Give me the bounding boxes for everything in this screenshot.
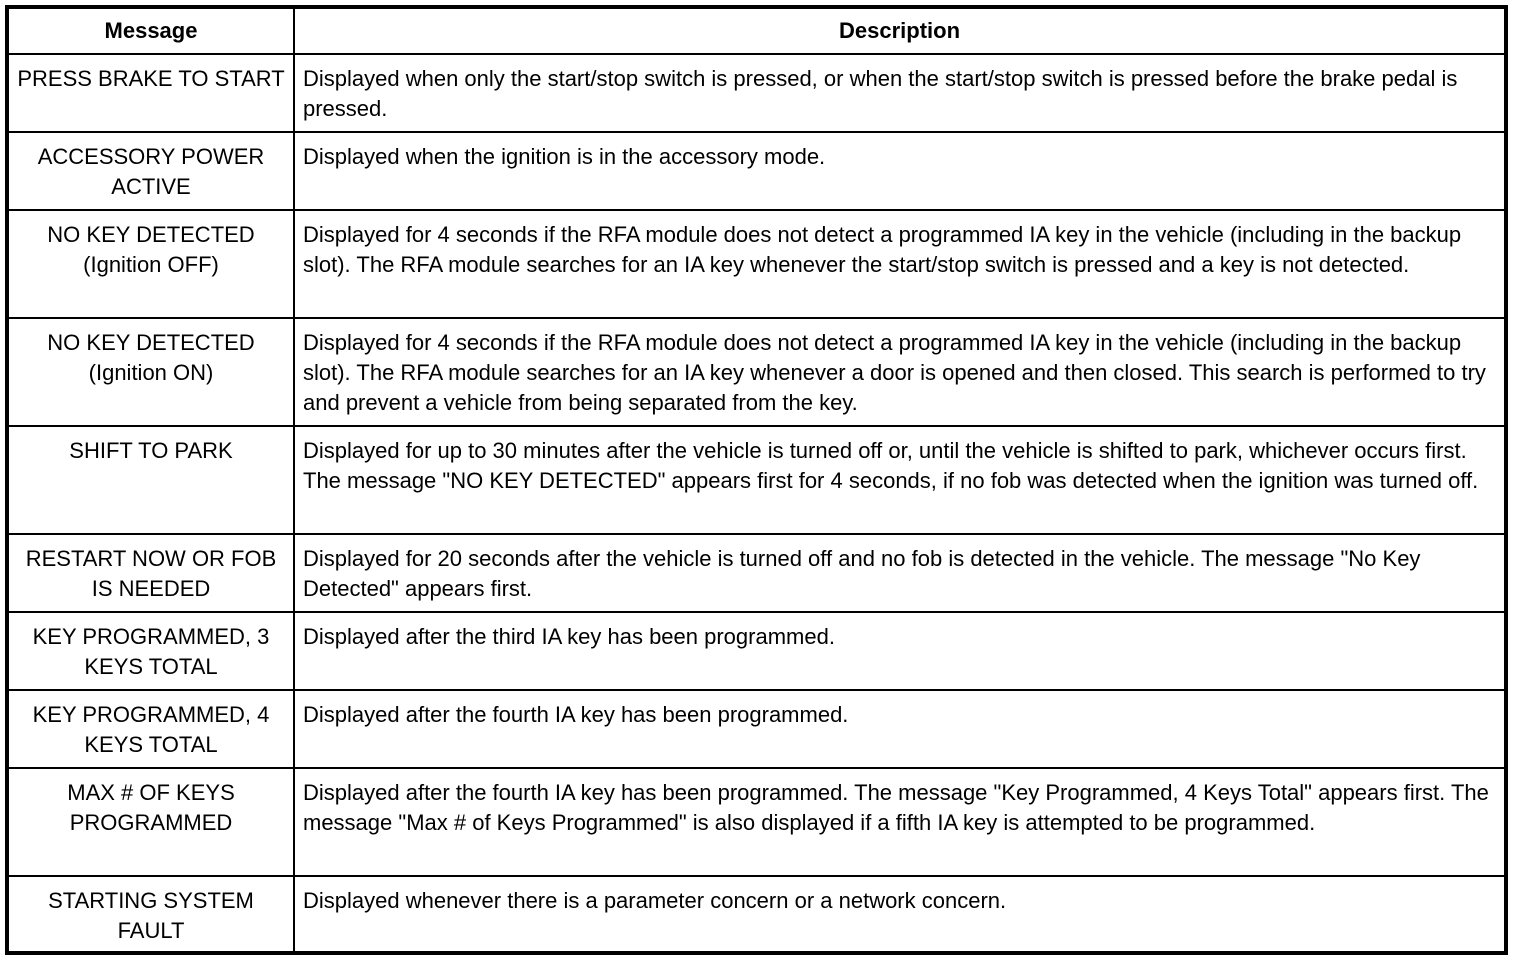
table-row bbox=[7, 876, 1506, 953]
message-cell: NO KEY DETECTED (Ignition OFF) bbox=[7, 210, 294, 318]
table-row bbox=[7, 54, 1506, 132]
table-row bbox=[7, 426, 1506, 534]
description-cell: Displayed after the third IA key has been programmed. bbox=[294, 612, 1506, 690]
description-cell: Displayed when only the start/stop switch is pressed, or when the start/stop switch is pressed before the brake pedal is pressed. bbox=[294, 54, 1506, 132]
message-cell: ACCESSORY POWER ACTIVE bbox=[7, 132, 294, 210]
message-cell: STARTING SYSTEM FAULT bbox=[7, 876, 294, 953]
description-cell: Displayed when the ignition is in the accessory mode. bbox=[294, 132, 1506, 210]
table-row bbox=[7, 132, 1506, 210]
description-cell: Displayed for 20 seconds after the vehicle is turned off and no fob is detected in the vehicle. The message "No Key Detected" appears first. bbox=[294, 534, 1506, 612]
table-row bbox=[7, 318, 1506, 426]
header-message: Message bbox=[7, 7, 294, 54]
table-row bbox=[7, 210, 1506, 318]
table-row bbox=[7, 534, 1506, 612]
message-cell: MAX # OF KEYS PROGRAMMED bbox=[7, 768, 294, 876]
description-cell: Displayed after the fourth IA key has been programmed. The message "Key Programmed, 4 Keys Total" appears first. The message "Max # of Keys Programmed" is also displayed if a fifth IA key is attempted to be programmed. bbox=[294, 768, 1506, 876]
message-cell: PRESS BRAKE TO START bbox=[7, 54, 294, 132]
message-cell: KEY PROGRAMMED, 4 KEYS TOTAL bbox=[7, 690, 294, 768]
table-row bbox=[7, 612, 1506, 690]
description-cell: Displayed after the fourth IA key has been programmed. bbox=[294, 690, 1506, 768]
message-cell: SHIFT TO PARK bbox=[7, 426, 294, 534]
message-cell: RESTART NOW OR FOB IS NEEDED bbox=[7, 534, 294, 612]
table-row bbox=[7, 768, 1506, 876]
description-cell: Displayed for up to 30 minutes after the vehicle is turned off or, until the vehicle is shifted to park, whichever occurs first. The message "NO KEY DETECTED" appears first for 4 seconds, if no fob was detected when the ignition was turned off. bbox=[294, 426, 1506, 534]
description-cell: Displayed for 4 seconds if the RFA module does not detect a programmed IA key in the vehicle (including in the backup slot). The RFA module searches for an IA key whenever the start/stop switch is pressed and a key is not detected. bbox=[294, 210, 1506, 318]
table-row bbox=[7, 690, 1506, 768]
message-cell: NO KEY DETECTED (Ignition ON) bbox=[7, 318, 294, 426]
message-cell: KEY PROGRAMMED, 3 KEYS TOTAL bbox=[7, 612, 294, 690]
description-cell: Displayed for 4 seconds if the RFA module does not detect a programmed IA key in the vehicle (including in the backup slot). The RFA module searches for an IA key whenever a door is opened and then closed. This search is performed to try and prevent a vehicle from being separated from the key. bbox=[294, 318, 1506, 426]
header-description: Description bbox=[294, 7, 1506, 54]
header-row bbox=[7, 7, 1506, 54]
message-table bbox=[5, 5, 1508, 955]
description-cell: Displayed whenever there is a parameter concern or a network concern. bbox=[294, 876, 1506, 953]
